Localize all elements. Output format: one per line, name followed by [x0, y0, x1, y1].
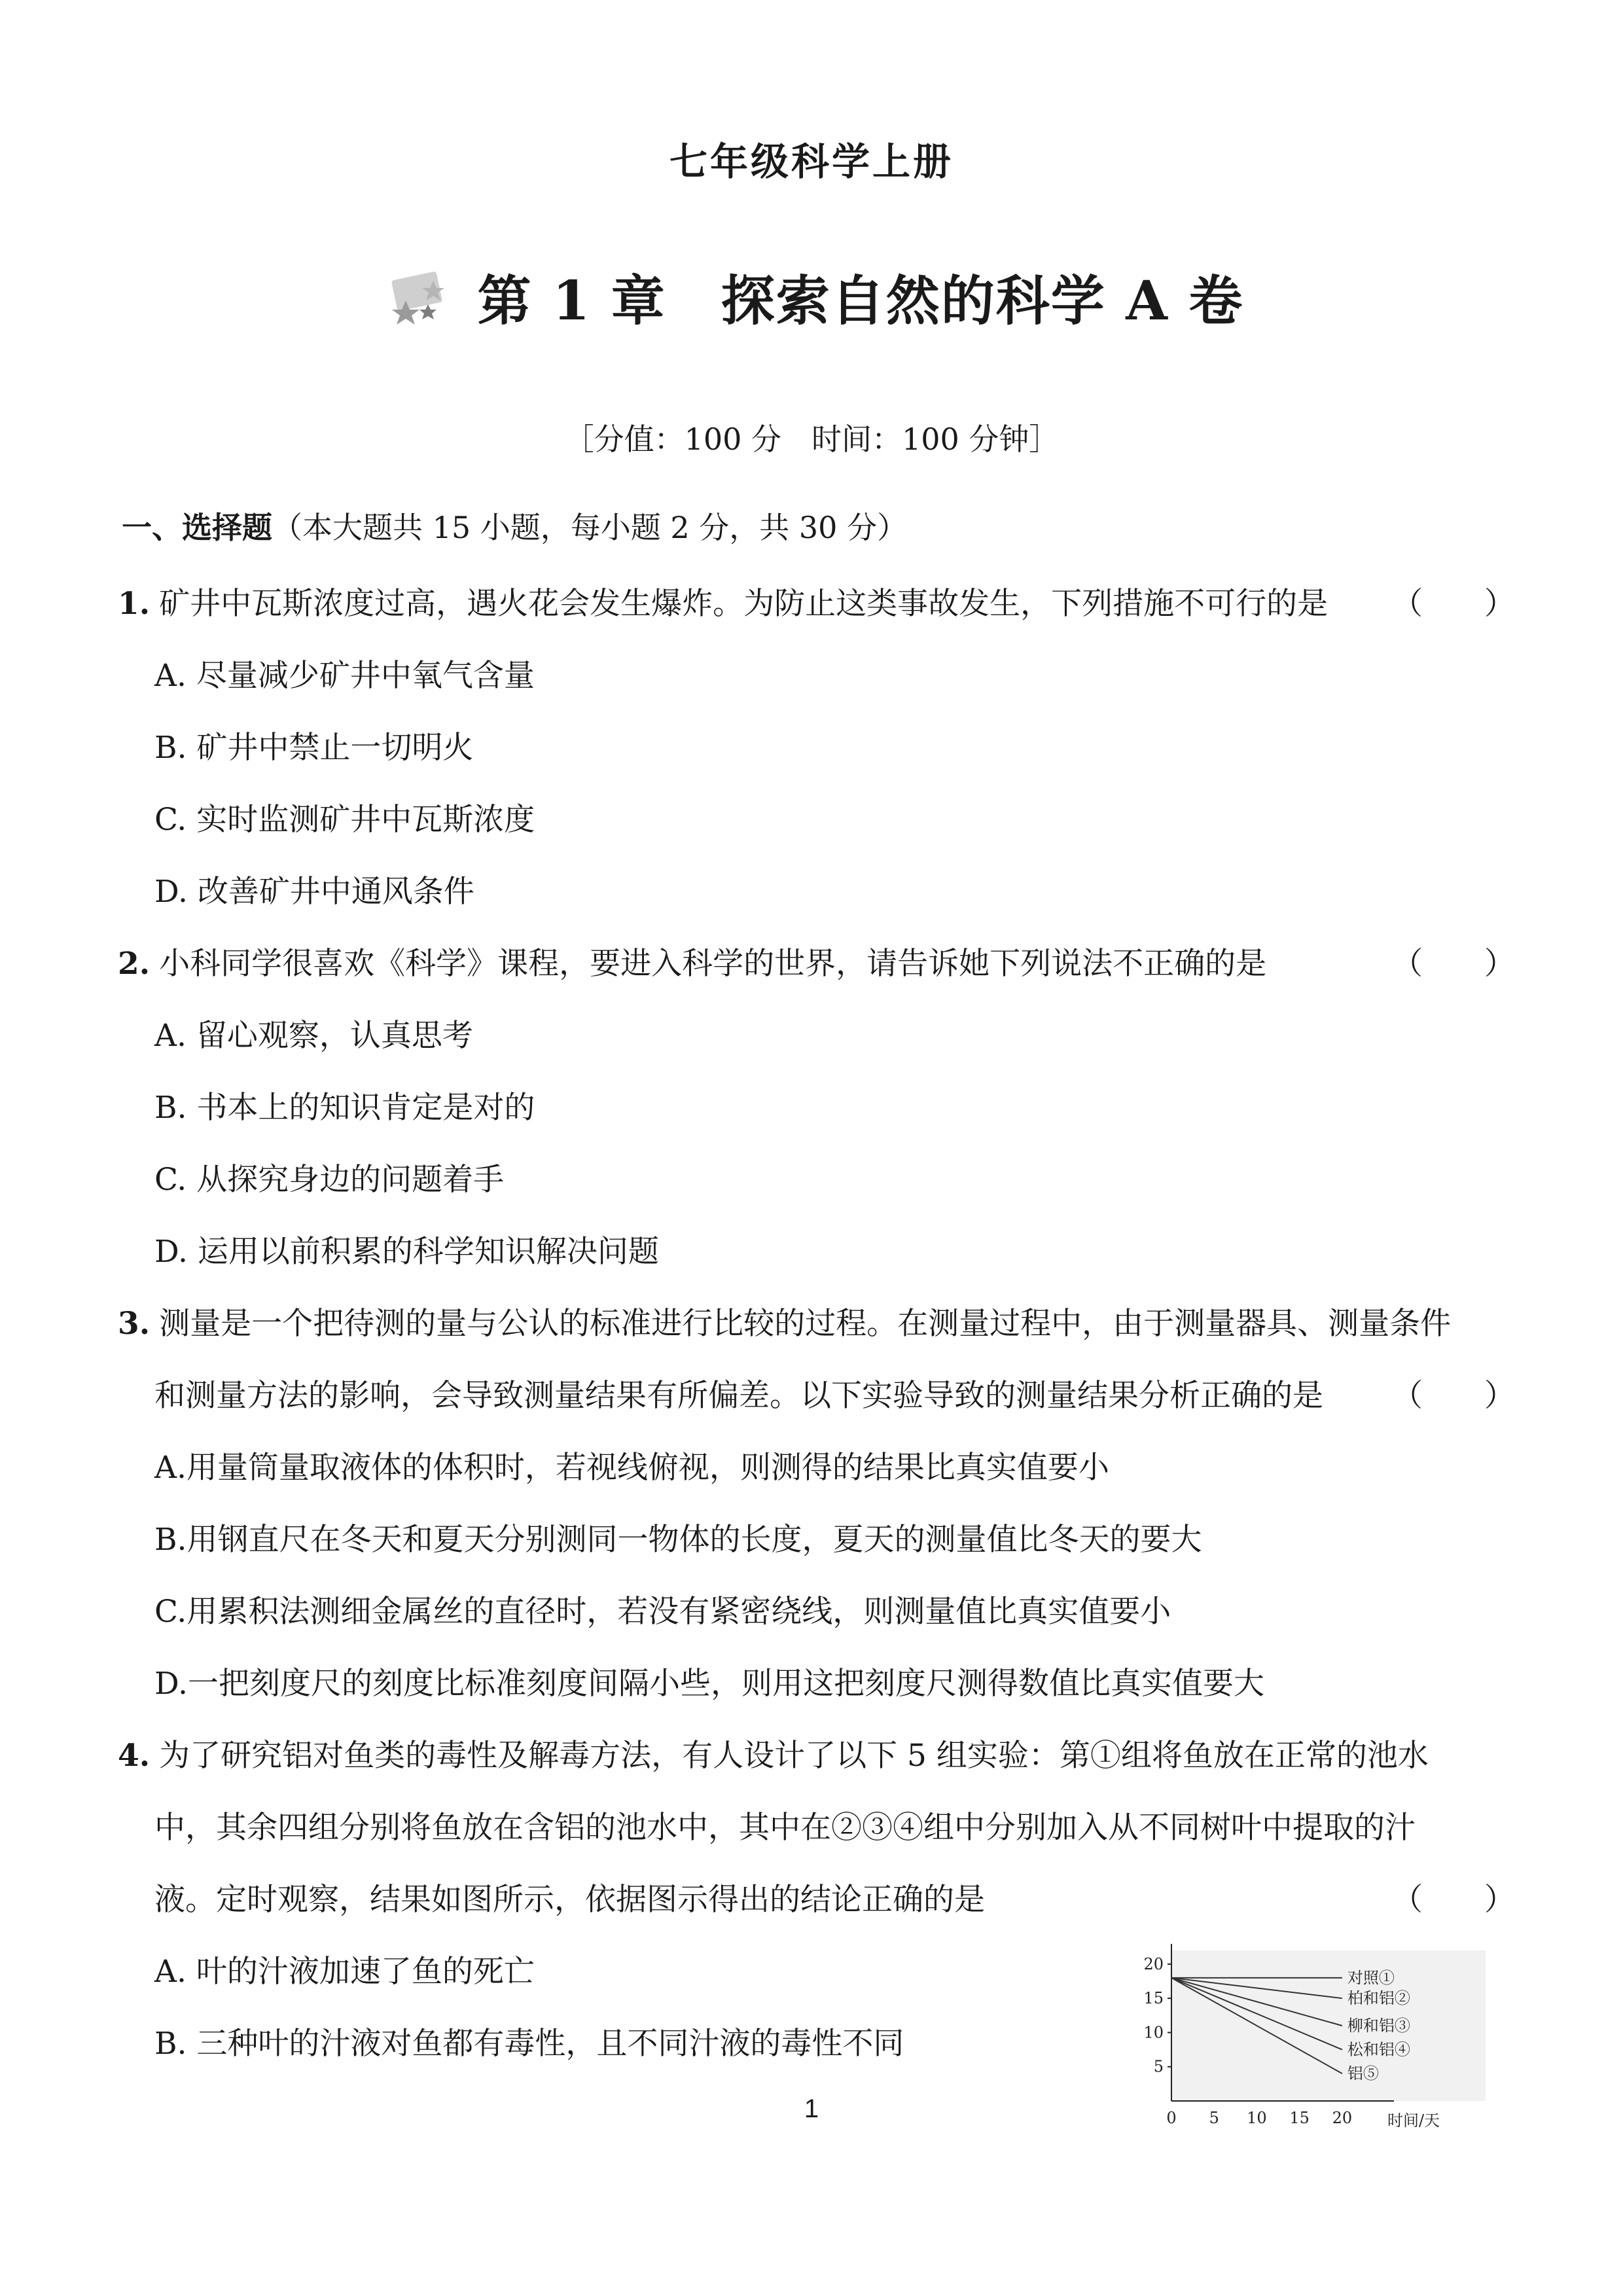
question-number: 3. [118, 1306, 151, 1342]
y-tick-label: 10 [1143, 2023, 1164, 2042]
chapter-header [0, 259, 1623, 335]
question-4-option-b: B. 三种叶的汁液对鱼都有毒性，且不同汁液的毒性不同 [154, 2026, 904, 2062]
answer-paren-4[interactable]: （ ） [1392, 1882, 1515, 1918]
chapter-title: 第 1 章 探索自然的科学 A 卷 [477, 270, 1244, 332]
series-label: 柳和铝③ [1347, 2017, 1410, 2035]
question-3-line-1: 3. 测量是一个把待测的量与公认的标准进行比较的过程。在测量过程中，由于测量器具、测量条件 [118, 1306, 1452, 1342]
x-tick-label: 20 [1332, 2109, 1353, 2127]
score-info: ［分值：100 分 时间：100 分钟］ [563, 422, 1060, 457]
star-book-icon [380, 266, 458, 328]
x-tick-label: 5 [1209, 2109, 1219, 2127]
answer-paren-2[interactable]: （ ） [1392, 946, 1515, 982]
question-4-line-3: 液。定时观察，结果如图所示，依据图示得出的结论正确的是 [154, 1882, 985, 1918]
series-label: 铝⑤ [1347, 2064, 1379, 2083]
question-4-line-2: 中，其余四组分别将鱼放在含铝的池水中，其中在②③④组中分别加入从不同树叶中提取的汁 [154, 1810, 1416, 1846]
question-4-line-1: 4. 为了研究铝对鱼类的毒性及解毒方法，有人设计了以下 5 组实验：第①组将鱼放在正常的池水 [118, 1738, 1429, 1774]
question-2-option-d: D. 运用以前积累的科学知识解决问题 [154, 1234, 659, 1270]
answer-paren-1[interactable]: （ ） [1392, 586, 1515, 622]
question-2-option-c: C. 从探究身边的问题着手 [154, 1162, 505, 1198]
question-2-line-1: 2. 小科同学很喜欢《科学》课程，要进入科学的世界，请告诉她下列说法不正确的是 [118, 946, 1267, 982]
question-1-option-c: C. 实时监测矿井中瓦斯浓度 [154, 802, 535, 838]
question-3-line-2: 和测量方法的影响，会导致测量结果有所偏差。以下实验导致的测量结果分析正确的是 [154, 1378, 1323, 1414]
question-3-option-d: D.一把刻度尺的刻度比标准刻度间隔小些，则用这把刻度尺测得数值比真实值要大 [154, 1666, 1264, 1702]
question-4-option-a: A. 叶的汁液加速了鱼的死亡 [154, 1954, 535, 1990]
series-label: 柏和铝② [1347, 1989, 1410, 2008]
book-title: 七年级科学上册 [669, 139, 954, 184]
answer-paren-3[interactable]: （ ） [1392, 1378, 1515, 1414]
series-label: 松和铝④ [1347, 2040, 1410, 2059]
chart-plot-background [1171, 1950, 1486, 2101]
question-1-line-1: 1. 矿井中瓦斯浓度过高，遇火花会发生爆炸。为防止这类事故发生，下列措施不可行的是 [118, 586, 1329, 622]
section-heading [122, 504, 907, 547]
series-label: 对照① [1347, 1968, 1395, 1987]
y-tick-label: 20 [1143, 1954, 1164, 1973]
x-tick-label: 0 [1166, 2109, 1177, 2127]
question-1-option-a: A. 尽量减少矿井中氧气含量 [154, 658, 535, 694]
x-tick-label: 10 [1247, 2109, 1267, 2127]
section-note: （本大题共 15 小题，每小题 2 分，共 30 分） [272, 510, 908, 545]
question-3-option-b: B.用钢直尺在冬天和夏天分别测同一物体的长度，夏天的测量值比冬天的要大 [154, 1522, 1202, 1558]
question-2-option-a: A. 留心观察，认真思考 [154, 1018, 473, 1054]
question-number: 4. [118, 1738, 151, 1774]
question-2-option-b: B. 书本上的知识肯定是对的 [154, 1090, 535, 1126]
question-3-option-a: A.用量筒量取液体的体积时，若视线俯视，则测得的结果比真实值要小 [154, 1450, 1109, 1486]
question-1-option-d: D. 改善矿井中通风条件 [154, 874, 474, 910]
section-title: 一、选择题 [122, 510, 272, 545]
question-number: 2. [118, 946, 151, 982]
question-number: 1. [118, 586, 151, 622]
y-tick-label: 5 [1153, 2057, 1164, 2076]
y-tick-label: 15 [1143, 1989, 1164, 2008]
page-number: 1 [804, 2094, 819, 2123]
x-axis-label: 时间/天 [1387, 2111, 1440, 2130]
question-3-option-c: C.用累积法测细金属丝的直径时，若没有紧密绕线，则测量值比真实值要小 [154, 1594, 1171, 1630]
x-tick-label: 15 [1289, 2109, 1310, 2127]
question-1-option-b: B. 矿井中禁止一切明火 [154, 730, 474, 766]
